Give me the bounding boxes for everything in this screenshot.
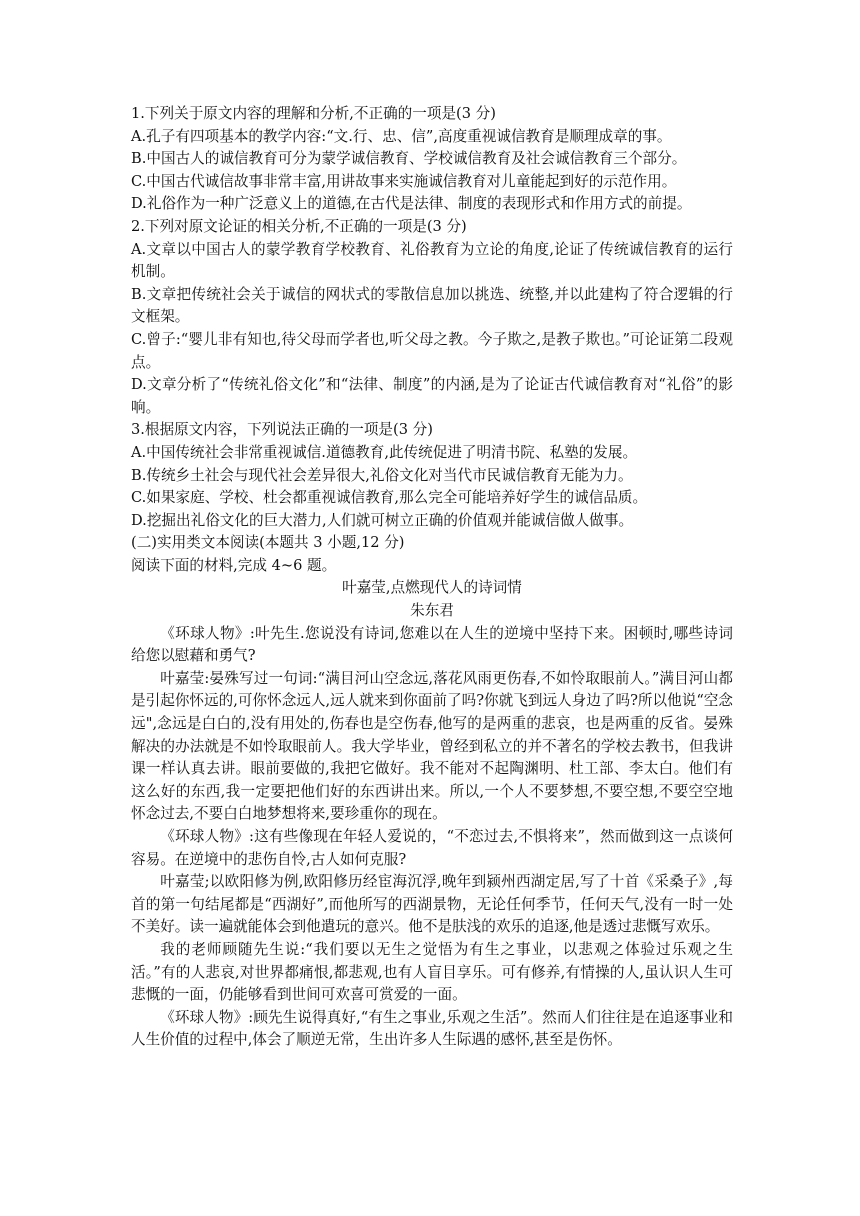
question-stem: 3.根据原文内容，下列说法正确的一项是(3 分) (131, 421, 433, 439)
option-c: C.中国古代诚信故事非常丰富,用讲故事来实施诚信教育对儿童能起到好的示范作用。 (131, 172, 677, 190)
option-a: A.孔子有四项基本的教学内容:“文.行、忠、信”,高度重视诚信教育是顺理成章的事。 (131, 127, 672, 145)
question-stem: 1.下列关于原文内容的理解和分析,不正确的一项是(3 分) (131, 105, 496, 122)
option-d: D.挖掘出礼俗文化的巨大潜力,人们就可树立正确的价值观并能诚信做人做事。 (131, 511, 634, 529)
option-d: D.礼俗作为一种广泛意义上的道德,在古代是法律、制度的表现形式和作用方式的前提。 (131, 195, 692, 213)
option-c: C.曾子:“婴儿非有知也,待父母而学者也,听父母之教。今子欺之,是教子欺也。”可论证第二段观点。 (131, 330, 733, 371)
option-d: D.文章分析了“传统礼俗文化”和“法律、制度”的内涵,是为了论证古代诚信教育对“礼俗”的影响。 (131, 376, 733, 416)
article-paragraph: 《环球人物》:顾先生说得真好,“有生之事业,乐观之生活”。然而人们往往是在追逐事业和人生价值的过程中,体会了顺逆无常，生出许多人生际遇的感怀,甚至是伤怀。 (131, 1008, 733, 1049)
option-b: B.文章把传统社会关于诚信的网状式的零散信息加以挑选、统整,并以此建构了符合逻辑的行文框架。 (131, 285, 733, 326)
document-page (131, 103, 733, 1052)
article-paragraph: 《环球人物》:叶先生.您说没有诗词,您难以在人生的逆境中坚持下来。困顿时,哪些诗词给您以慰藉和勇气? (131, 624, 733, 665)
option-b: B.传统乡土社会与现代社会差异很大,礼俗文化对当代市民诚信教育无能为力。 (131, 466, 633, 484)
article-paragraph: 叶嘉莹;以欧阳修为例,欧阳修历经宦海沉浮,晚年到颍州西湖定居,写了十首《采桑子》,每首的第一句结尾都是“西湖好”,而他所写的西湖景物，无论任何季节，任何天气,没有一时一处不美好。读一遍就能体会到他遣玩的意兴。他不是肤浅的欢乐的追逐,他是透过悲慨写欢乐。 (131, 873, 733, 936)
article-author: 朱东君 (410, 602, 454, 620)
question-stem: 2.下列对原文论证的相关分析,不正确的一项是(3 分) (131, 217, 467, 235)
article-paragraph: 叶嘉莹:晏殊写过一句词:“满目河山空念远,落花风雨更伤春,不如怜取眼前人。”满目河山都是引起你怀远的,可你怀念远人,远人就来到你面前了吗?你就飞到远人身边了吗?所以他说“空念远",念远是白白的,没有用处的,伤春也是空伤春,他写的是两重的悲哀，也是两重的反省。晏殊解决的办法就是不如怜取眼前人。我大学毕业，曾经到私立的并不著名的学校去教书，但我讲课一样认真去讲。眼前要做的,我把它做好。我不能对不起陶渊明、杜工部、李太白。他们有这么好的东西,我一定要把他们好的东西讲出来。所以,一个人不要梦想,不要空想,不要空空地怀念过去,不要白白地梦想将来,要珍重你的现在。 (131, 669, 733, 823)
question-1 (131, 103, 733, 216)
option-c: C.如果家庭、学校、杜会都重视诚信教育,那么完全可能培养好学生的诚信品质。 (131, 489, 648, 507)
article-paragraph: 《环球人物》:这有些像现在年轻人爱说的，“不恋过去,不惧将来”，然而做到这一点谈何容易。在逆境中的悲伤自怜,古人如何克服? (131, 828, 733, 868)
question-3 (131, 419, 733, 532)
section-instruction: 阅读下面的材料,完成 4~6 题。 (131, 556, 337, 574)
option-b: B.中国古人的诚信教育可分为蒙学诚信教育、学校诚信教育及社会诚信教育三个部分。 (131, 150, 687, 168)
option-a: A.中国传统社会非常重视诚信.道德教育,此传统促进了明清书院、私塾的发展。 (131, 443, 638, 461)
article-title: 叶嘉莹,点燃现代人的诗词情 (342, 579, 522, 597)
section-heading: (二)实用类文本阅读(本题共 3 小题,12 分) (131, 534, 405, 552)
article-paragraph: 我的老师顾随先生说:“我们要以无生之觉悟为有生之事业，以悲观之体验过乐观之生活。”有的人悲哀,对世界都痛恨,都悲观,也有人盲目享乐。可有修养,有情操的人,虽认识人生可悲慨的一面，仍能够看到世间可欢喜可赏爱的一面。 (131, 940, 733, 1004)
option-a: A.文章以中国古人的蒙学教育学校教育、礼俗教育为立论的角度,论证了传统诚信教育的运行机制。 (131, 240, 733, 281)
question-2 (131, 216, 733, 419)
